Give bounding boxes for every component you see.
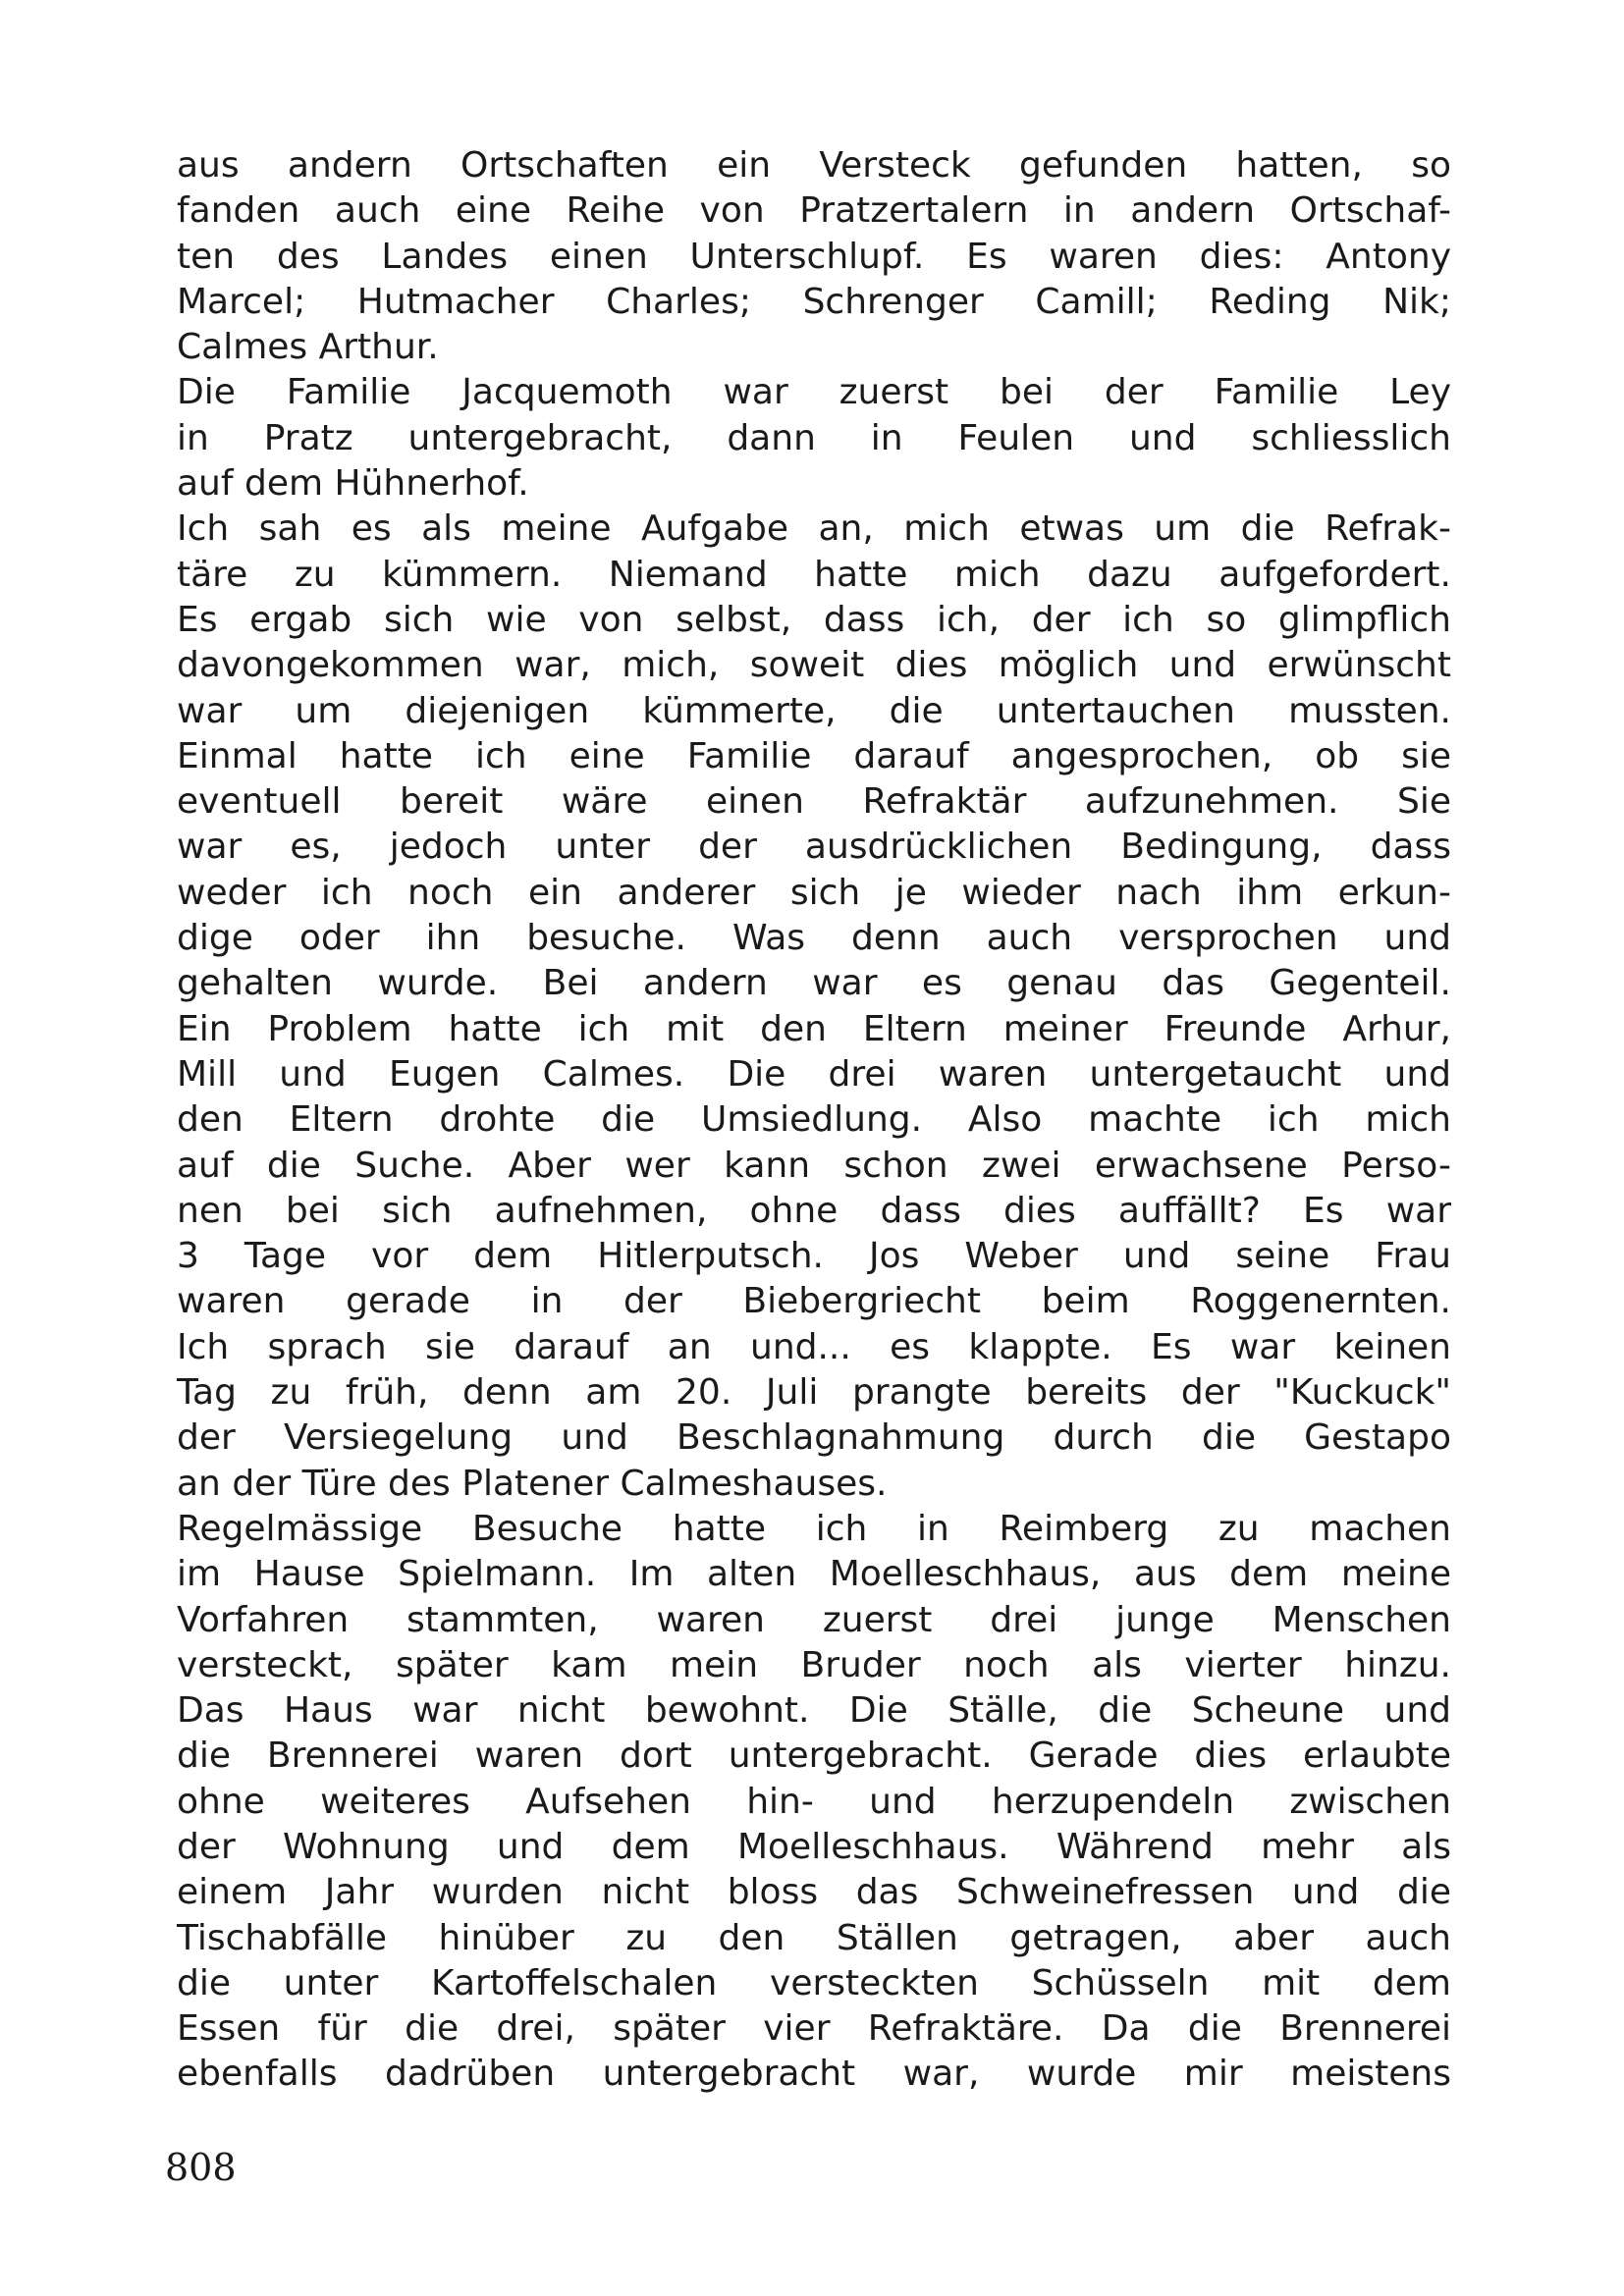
text-line: Tag zu früh, denn am 20. Juli prangte bereits der "Kuckuck" — [177, 1372, 1451, 1414]
text-line: Einmal hatte ich eine Familie darauf angesprochen, ob sie — [177, 735, 1451, 776]
text-line: Regelmässige Besuche hatte ich in Reimberg zu machen — [177, 1508, 1451, 1549]
text-line: Ich sah es als meine Aufgabe an, mich etwas um die Refrak- — [177, 508, 1451, 550]
text-line: an der Türe des Platener Calmeshauses. — [177, 1463, 888, 1504]
text-line: die Brennerei waren dort untergebracht. Gerade dies erlaubte — [177, 1735, 1451, 1777]
text-line: auf die Suche. Aber wer kann schon zwei erwachsene Perso- — [177, 1145, 1451, 1186]
text-line: im Hause Spielmann. Im alten Moelleschhaus, aus dem meine — [177, 1554, 1451, 1595]
text-line: aus andern Ortschaften ein Versteck gefunden hatten, so — [177, 145, 1451, 186]
text-line: Das Haus war nicht bewohnt. Die Ställe, die Scheune und — [177, 1690, 1451, 1732]
text-line: eventuell bereit wäre einen Refraktär aufzunehmen. Sie — [177, 781, 1451, 823]
text-line: Calmes Arthur. — [177, 327, 439, 368]
text-line: dige oder ihn besuche. Was denn auch versprochen und — [177, 918, 1451, 959]
text-line: ten des Landes einen Unterschlupf. Es waren dies: Antony — [177, 236, 1451, 277]
text-line: Tischabfälle hinüber zu den Ställen getragen, aber auch — [177, 1917, 1451, 1958]
text-line: Es ergab sich wie von selbst, dass ich, der ich so glimpflich — [177, 599, 1451, 640]
text-line: der Wohnung und dem Moelleschhaus. Während mehr als — [177, 1826, 1451, 1867]
text-line: ebenfalls dadrüben untergebracht war, wurde mir meistens — [177, 2054, 1451, 2095]
text-line: davongekommen war, mich, soweit dies möglich und erwünscht — [177, 645, 1451, 686]
text-line: Ich sprach sie darauf an und... es klappte. Es war keinen — [177, 1326, 1451, 1367]
text-line: fanden auch eine Reihe von Pratzertalern in andern Ortschaf- — [177, 190, 1451, 232]
text-line: nen bei sich aufnehmen, ohne dass dies auffällt? Es war — [177, 1190, 1451, 1231]
text-line: waren gerade in der Biebergriecht beim Roggenernten. — [177, 1281, 1451, 1322]
page-number: 808 — [165, 2146, 237, 2189]
text-line: Mill und Eugen Calmes. Die drei waren untergetaucht und — [177, 1053, 1451, 1095]
text-line: weder ich noch ein anderer sich je wieder nach ihm erkun- — [177, 872, 1451, 913]
text-line: war es, jedoch unter der ausdrücklichen Bedingung, dass — [177, 827, 1451, 868]
text-line: in Pratz untergebracht, dann in Feulen und schliesslich — [177, 417, 1451, 458]
text-line: Marcel; Hutmacher Charles; Schrenger Camill; Reding Nik; — [177, 281, 1451, 322]
body-text — [177, 143, 1451, 2098]
text-line: ohne weiteres Aufsehen hin- und herzupendeln zwischen — [177, 1781, 1451, 1822]
text-line: Essen für die drei, später vier Refraktäre. Da die Brennerei — [177, 2008, 1451, 2050]
text-line: auf dem Hühnerhof. — [177, 463, 529, 505]
text-line: den Eltern drohte die Umsiedlung. Also machte ich mich — [177, 1099, 1451, 1141]
text-line: gehalten wurde. Bei andern war es genau das Gegenteil. — [177, 963, 1451, 1004]
text-line: einem Jahr wurden nicht bloss das Schweinefressen und die — [177, 1872, 1451, 1913]
text-line: Vorfahren stammten, waren zuerst drei junge Menschen — [177, 1599, 1451, 1640]
text-line: Die Familie Jacquemoth war zuerst bei der Familie Ley — [177, 372, 1451, 413]
text-line: täre zu kümmern. Niemand hatte mich dazu aufgefordert. — [177, 554, 1451, 595]
text-line: der Versiegelung und Beschlagnahmung durch die Gestapo — [177, 1417, 1451, 1459]
text-line: Ein Problem hatte ich mit den Eltern meiner Freunde Arhur, — [177, 1008, 1451, 1049]
text-line: 3 Tage vor dem Hitlerputsch. Jos Weber und seine Frau — [177, 1236, 1451, 1277]
text-line: versteckt, später kam mein Bruder noch als vierter hinzu. — [177, 1644, 1451, 1685]
text-line: war um diejenigen kümmerte, die untertauchen mussten. — [177, 690, 1451, 731]
text-line: die unter Kartoffelschalen versteckten Schüsseln mit dem — [177, 1962, 1451, 2003]
